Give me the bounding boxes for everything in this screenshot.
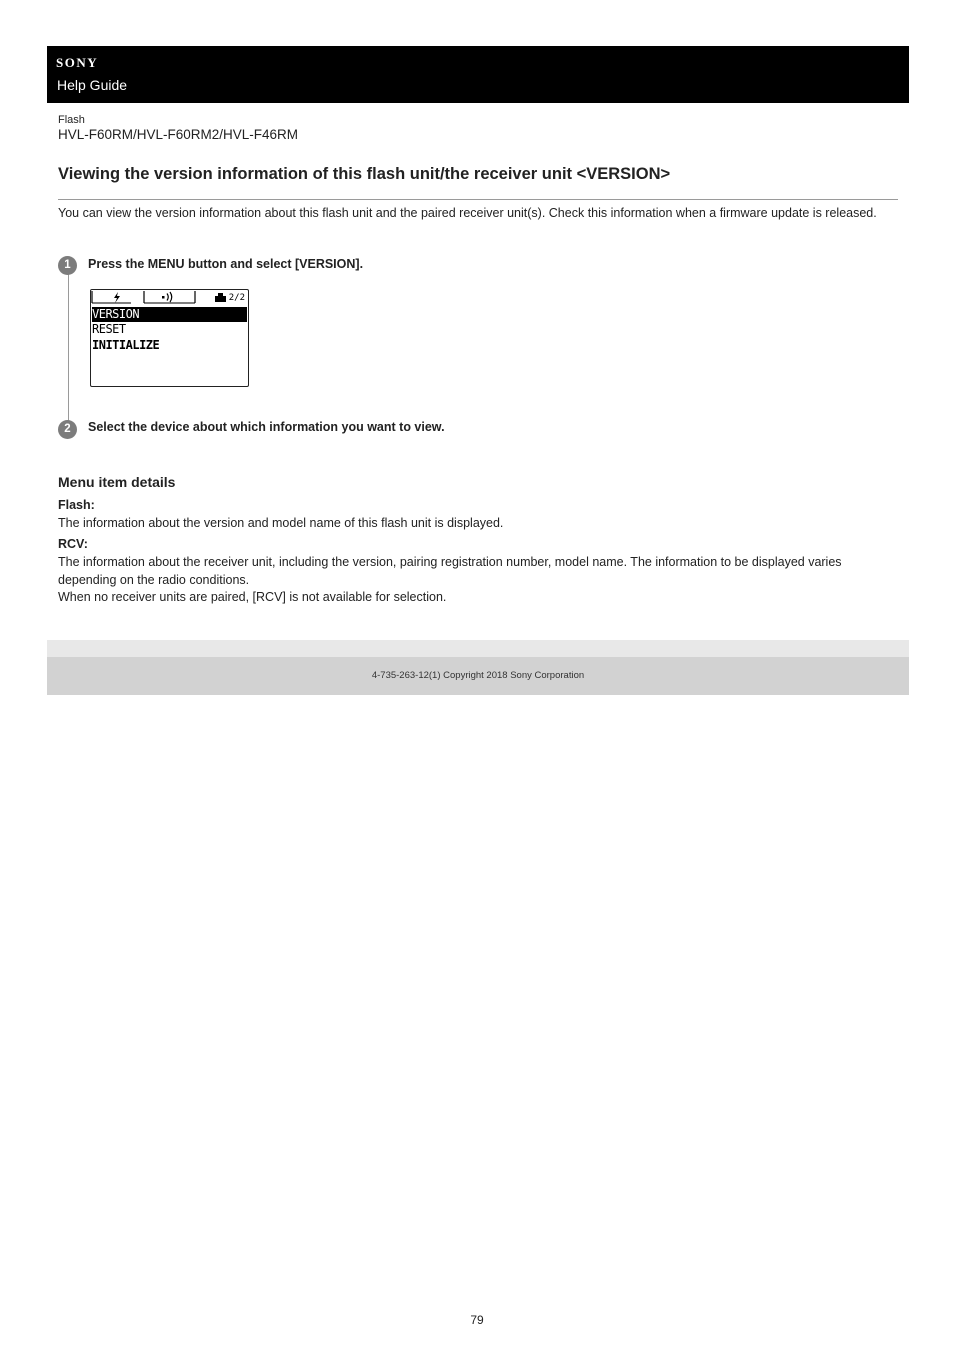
step-1-text: Press the MENU button and select [VERSION]. (88, 257, 364, 271)
footer-top-band (47, 640, 909, 657)
page-title: Viewing the version information of this flash unit/the receiver unit <VERSION> (58, 165, 671, 183)
step-2-text: Select the device about which information you want to view. (88, 420, 445, 434)
page-number: 79 (470, 1313, 484, 1327)
details-heading: Menu item details (58, 474, 176, 490)
title-divider (58, 199, 898, 200)
desc-rcv-note: When no receiver units are paired, [RCV] is not available for selection. (58, 590, 447, 604)
lcd-page-indicator: 2/2 (228, 293, 245, 303)
lcd-tab-bar (91, 290, 248, 306)
term-flash: Flash: (58, 498, 95, 512)
flash-icon (114, 292, 120, 303)
intro-paragraph: You can view the version information about this flash unit and the paired receiver unit(s). Check this information when a firmware update is released. (58, 206, 877, 220)
step-1-number: 1 (58, 256, 77, 275)
lcd-item-reset: RESET (92, 322, 126, 336)
lcd-menu-screen (90, 289, 249, 387)
steps-connector-line (68, 272, 69, 422)
wireless-icon (162, 292, 172, 302)
settings-icon (215, 293, 226, 302)
breadcrumb-category: Flash (58, 114, 85, 126)
model-names: HVL-F60RM/HVL-F60RM2/HVL-F46RM (58, 127, 299, 142)
lcd-item-initialize: INITIALIZE (92, 338, 160, 352)
copyright-text: 4-735-263-12(1) Copyright 2018 Sony Corporation (371, 670, 585, 681)
footer-bar (47, 657, 909, 695)
term-rcv: RCV: (58, 537, 88, 551)
header-bar (47, 46, 909, 103)
lcd-item-version: VERSION (92, 307, 247, 322)
desc-rcv: The information about the receiver unit, including the version, pairing registration number, model name. The information to be displayed varies depending on the radio conditions. (58, 555, 842, 587)
help-guide-label[interactable]: Help Guide (57, 77, 128, 93)
sony-logo: SONY (56, 55, 99, 70)
desc-flash: The information about the version and model name of this flash unit is displayed. (58, 516, 504, 530)
step-2-number: 2 (58, 420, 77, 439)
